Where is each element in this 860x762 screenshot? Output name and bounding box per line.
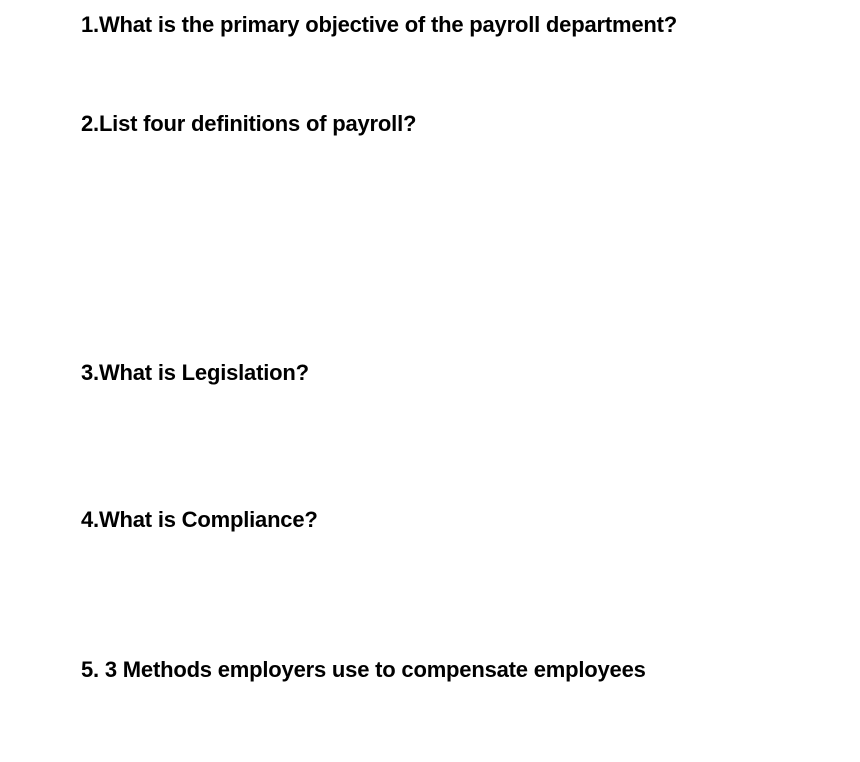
question-4: 4.What is Compliance?	[81, 507, 318, 532]
question-3: 3.What is Legislation?	[81, 360, 309, 385]
question-5: 5. 3 Methods employers use to compensate employees	[81, 657, 646, 682]
question-2: 2.List four definitions of payroll?	[81, 111, 417, 136]
question-1: 1.What is the primary objective of the payroll department?	[81, 12, 677, 37]
